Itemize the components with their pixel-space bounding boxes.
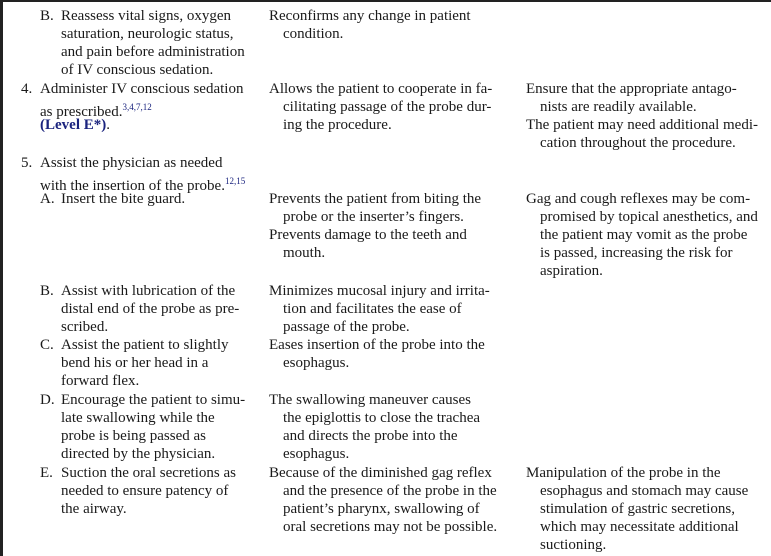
rationale-line: Prevents damage to the teeth and	[269, 227, 467, 243]
rationale-line: Allows the patient to cooperate in fa-	[269, 81, 493, 97]
rationale-line: tion and facilitates the ease of	[283, 301, 462, 317]
step-text: of IV conscious sedation.	[61, 62, 214, 78]
step-text: scribed.	[61, 319, 109, 335]
step-marker: E.	[40, 465, 53, 481]
consideration-line: suctioning.	[540, 537, 607, 553]
consideration-line: The patient may need additional medi-	[526, 117, 759, 133]
step-text: forward flex.	[61, 373, 140, 389]
step-marker: D.	[40, 392, 55, 408]
rationale-line: esophagus.	[283, 446, 350, 462]
step-text: distal end of the probe as pre-	[61, 301, 240, 317]
step-marker: B.	[40, 8, 54, 24]
rationale-line: and the presence of the probe in the	[283, 483, 497, 499]
special-considerations	[526, 80, 758, 152]
step-5e	[40, 464, 236, 518]
rationale-line: passage of the probe.	[283, 319, 410, 335]
step-text: as prescribed.	[40, 104, 123, 120]
reference-superscript[interactable]: 12,15	[224, 176, 246, 186]
rationale	[269, 7, 471, 43]
rationale	[269, 464, 497, 536]
step-5d	[40, 391, 245, 463]
step-text: Reassess vital signs, oxygen	[61, 8, 231, 24]
rationale	[269, 282, 490, 336]
rationale-line: and directs the probe into the	[283, 428, 458, 444]
punctuation: .	[106, 117, 110, 133]
consideration-line: is passed, increasing the risk for	[540, 245, 733, 261]
rationale-line: condition.	[283, 26, 344, 42]
rationale-line: ing the procedure.	[283, 117, 392, 133]
rationale-line: Eases insertion of the probe into the	[269, 337, 485, 353]
rationale	[269, 391, 480, 463]
step-marker: C.	[40, 337, 54, 353]
rationale-line: Reconfirms any change in patient	[269, 8, 471, 24]
rationale-line: patient’s pharynx, swallowing of	[283, 501, 480, 517]
consideration-line: Gag and cough reflexes may be com-	[526, 191, 751, 207]
rationale-line: mouth.	[283, 245, 326, 261]
rationale-line: cilitating passage of the probe dur-	[283, 99, 492, 115]
rationale-line: Minimizes mucosal injury and irrita-	[269, 283, 490, 299]
step-4	[21, 80, 243, 134]
evidence-level[interactable]: (Level E*)	[40, 117, 107, 133]
step-text: Assist the patient to slightly	[61, 337, 229, 353]
special-considerations	[526, 464, 748, 554]
consideration-line: aspiration.	[540, 263, 603, 279]
step-marker: 5.	[21, 155, 33, 171]
step-text: Administer IV conscious sedation	[40, 81, 244, 97]
rationale-line: Prevents the patient from biting the	[269, 191, 482, 207]
rationale-line: oral secretions may not be possible.	[283, 519, 498, 535]
rationale	[269, 190, 481, 262]
rationale-line: the epiglottis to close the trachea	[283, 410, 481, 426]
step-text: probe is being passed as	[61, 428, 206, 444]
step-text: needed to ensure patency of	[61, 483, 229, 499]
step-text: Assist the physician as needed	[40, 155, 223, 171]
step-text: Encourage the patient to simu-	[61, 392, 246, 408]
rationale	[269, 80, 492, 134]
rationale-line: Because of the diminished gag reflex	[269, 465, 492, 481]
step-text: bend his or her head in a	[61, 355, 209, 371]
step-5a	[40, 190, 185, 208]
consideration-line: which may necessitate additional	[540, 519, 739, 535]
consideration-line: the patient may vomit as the probe	[540, 227, 748, 243]
rationale-line: esophagus.	[283, 355, 350, 371]
step-text: the airway.	[61, 501, 127, 517]
step-marker: 4.	[21, 81, 33, 97]
step-text: Insert the bite guard.	[61, 191, 186, 207]
consideration-line: nists are readily available.	[540, 99, 697, 115]
rationale	[269, 336, 485, 372]
step-text: saturation, neurologic status,	[61, 26, 234, 42]
consideration-line: cation throughout the procedure.	[540, 135, 736, 151]
step-text: and pain before administration	[61, 44, 245, 60]
step-marker: A.	[40, 191, 55, 207]
step-marker: B.	[40, 283, 54, 299]
consideration-line: stimulation of gastric secretions,	[540, 501, 735, 517]
consideration-line: promised by topical anesthetics, and	[540, 209, 758, 225]
reference-superscript[interactable]: 3,4,7,12	[122, 102, 152, 112]
step-text: Assist with lubrication of the	[61, 283, 236, 299]
step-text: with the insertion of the probe.	[40, 178, 225, 194]
consideration-line: Manipulation of the probe in the	[526, 465, 721, 481]
step-5b	[40, 282, 239, 336]
step-text: late swallowing while the	[61, 410, 215, 426]
step-5c	[40, 336, 229, 390]
step-text: Suction the oral secretions as	[61, 465, 236, 481]
consideration-line: esophagus and stomach may cause	[540, 483, 749, 499]
special-considerations	[526, 190, 758, 280]
step-b-reassess	[40, 7, 245, 79]
rationale-line: The swallowing maneuver causes	[269, 392, 472, 408]
step-text: directed by the physician.	[61, 446, 216, 462]
rationale-line: probe or the inserter’s fingers.	[283, 209, 464, 225]
step-5	[21, 154, 246, 194]
consideration-line: Ensure that the appropriate antago-	[526, 81, 737, 97]
